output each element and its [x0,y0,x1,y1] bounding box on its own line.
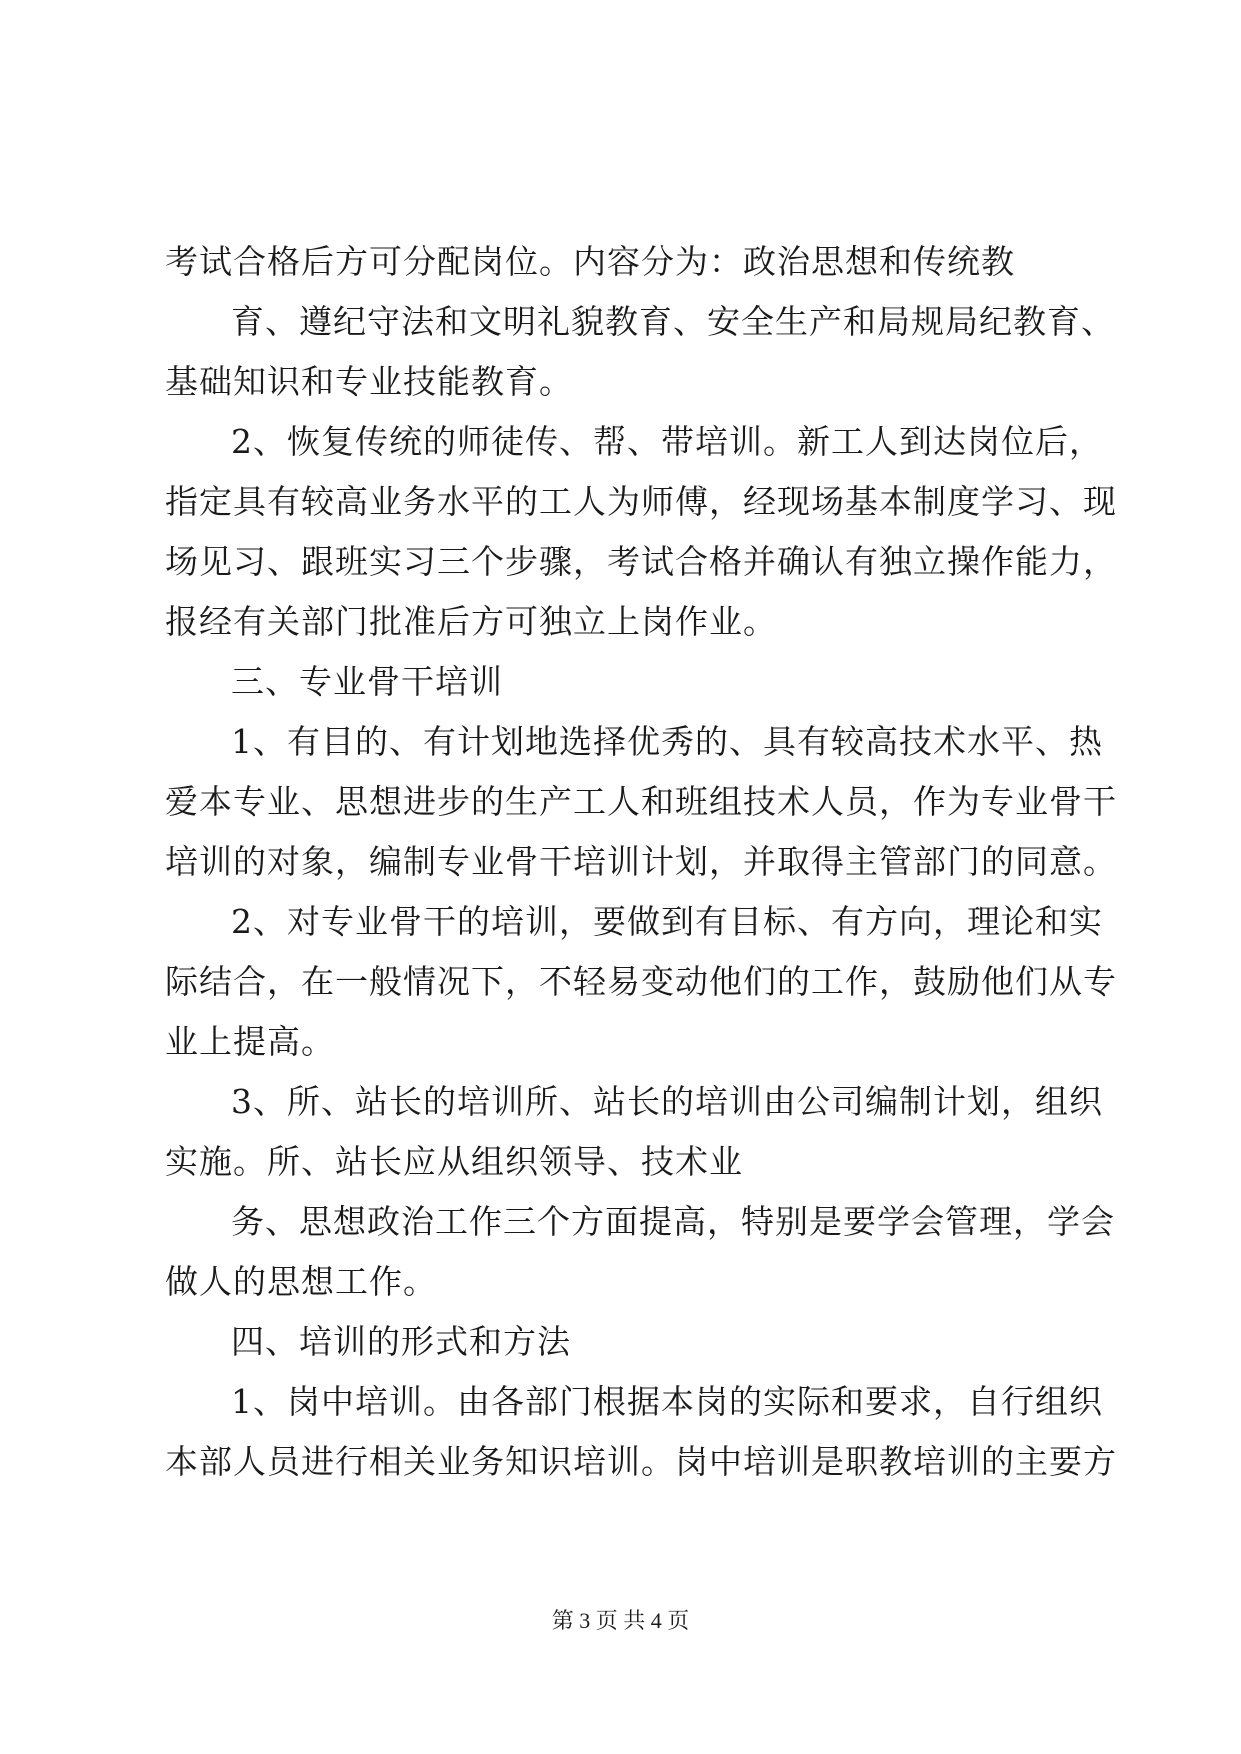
body-line-18: 做人的思想工作。 [165,1262,437,1301]
page-number-footer: 第 3 页 共 4 页 [551,1608,690,1633]
section-heading-3: 三、专业骨干培训 [231,662,503,701]
body-line-7: 报经有关部门批准后方可独立上岗作业。 [165,602,777,641]
body-line-9: 1、有目的、有计划地选择优秀的、具有较高技术水平、热 [231,722,1103,761]
body-line-14: 业上提高。 [165,1022,335,1061]
body-line-21: 本部人员进行相关业务知识培训。岗中培训是职教培训的主要方 [165,1442,1117,1481]
body-line-2: 育、遵纪守法和文明礼貌教育、安全生产和局规局纪教育、 [231,302,1115,341]
document-body [165,232,1117,1492]
section-heading-4: 四、培训的形式和方法 [231,1322,571,1361]
body-line-12: 2、对专业骨干的培训，要做到有目标、有方向，理论和实 [231,902,1103,941]
body-line-4: 2、恢复传统的师徒传、帮、带培训。新工人到达岗位后， [231,422,1103,461]
body-line-17: 务、思想政治工作三个方面提高，特别是要学会管理，学会 [231,1202,1115,1241]
body-line-11: 培训的对象，编制专业骨干培训计划，并取得主管部门的同意。 [165,842,1117,881]
body-line-16: 实施。所、站长应从组织领导、技术业 [165,1142,743,1181]
body-line-6: 场见习、跟班实习三个步骤，考试合格并确认有独立操作能力， [165,542,1117,581]
body-line-15: 3、所、站长的培训所、站长的培训由公司编制计划，组织 [231,1082,1103,1121]
body-line-10: 爱本专业、思想进步的生产工人和班组技术人员，作为专业骨干 [165,782,1117,821]
body-line-3: 基础知识和专业技能教育。 [165,362,573,401]
body-line-1: 考试合格后方可分配岗位。内容分为：政治思想和传统教 [165,242,1015,281]
body-line-5: 指定具有较高业务水平的工人为师傅，经现场基本制度学习、现 [165,482,1117,521]
body-line-20: 1、岗中培训。由各部门根据本岗的实际和要求，自行组织 [231,1382,1103,1421]
body-line-13: 际结合，在一般情况下，不轻易变动他们的工作，鼓励他们从专 [165,962,1117,1001]
